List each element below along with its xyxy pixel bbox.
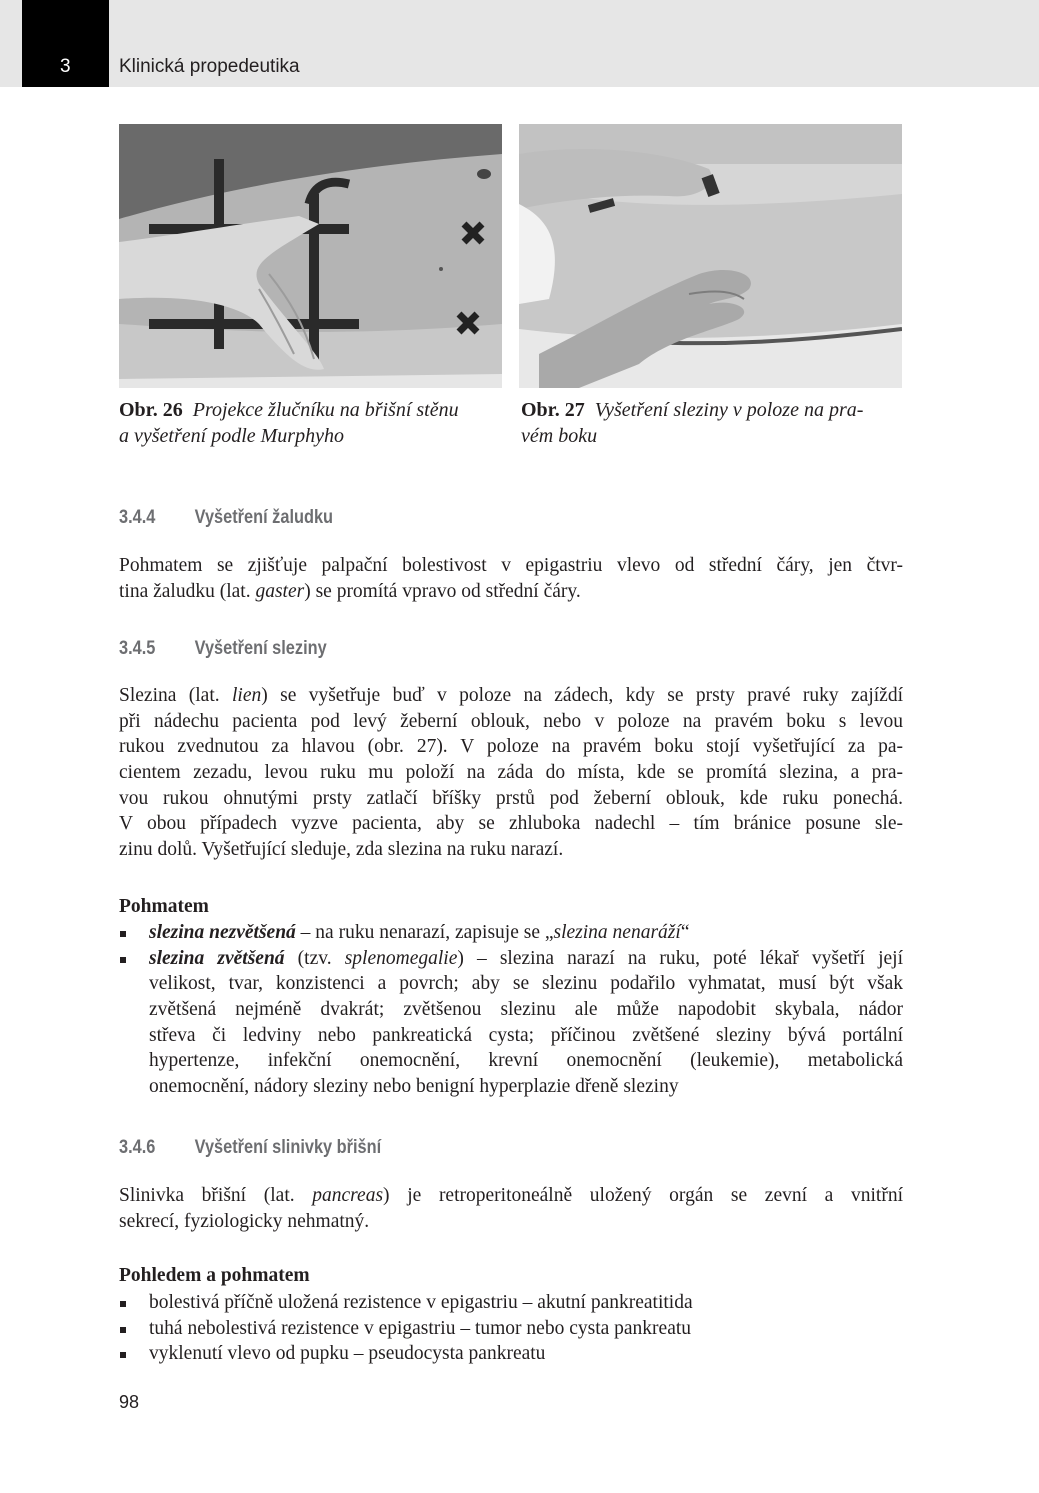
section-3-4-5-heading xyxy=(119,638,327,660)
pancreas-findings-list xyxy=(119,1290,903,1367)
subheading-pohmatem: Pohmatem xyxy=(119,896,209,917)
figure-27-label: Obr. 27 xyxy=(521,399,585,421)
figure-26-label: Obr. 26 xyxy=(119,399,183,421)
list-item: tuhá nebolestivá rezistence v epigastriu – tumor nebo cysta pankreatu xyxy=(119,1316,903,1342)
spleen-findings-list xyxy=(119,920,903,1100)
figure-26-caption-line1: Projekce žlučníku na břišní stěnu xyxy=(192,399,459,421)
paragraph-line: sekrecí, fyziologicky nehmatný. xyxy=(119,1210,370,1232)
section-title: Vyšetření slinivky břišní xyxy=(194,1137,382,1158)
figure-26-caption xyxy=(119,397,509,449)
paragraph-line: V obou případech vyzve pacienta, aby se zhluboka nadechl – tím bránice posune sle- xyxy=(119,813,903,835)
paragraph-line: vou rukou ohnutými prsty zatlačí bříšky prstů pod žeberní oblouk, kde ruku ponechá. xyxy=(119,787,903,809)
subheading-pohledem-a-pohmatem: Pohledem a pohmatem xyxy=(119,1265,310,1286)
spleen-palpation-illustration xyxy=(519,124,902,388)
section-number: 3.4.4 xyxy=(119,507,156,528)
section-number: 3.4.6 xyxy=(119,1137,156,1158)
section-title: Vyšetření sleziny xyxy=(194,638,327,659)
figure-26-caption-line2: a vyšetření podle Murphyho xyxy=(119,425,344,447)
paragraph-line: rukou zvednutou za hlavou (obr. 27). V poloze na pravém boku stojí vyšetřující za pa- xyxy=(119,736,903,758)
paragraph-line: zinu dolů. Vyšetřující sleduje, zda slezina na ruku narazí. xyxy=(119,839,564,861)
list-item: slezina nezvětšená – na ruku nenarazí, zapisuje se „slezina nenaráží“ xyxy=(119,920,903,946)
figure-27-caption-line2: vém boku xyxy=(521,425,598,447)
paragraph-line: Slezina (lat. lien) se vyšetřuje buď v poloze na zádech, kdy se prsty pravé ruky zajíždí xyxy=(119,685,903,706)
running-title: Klinická propedeutika xyxy=(119,56,300,77)
latin-term: pancreas xyxy=(312,1185,384,1206)
page-number: 98 xyxy=(119,1392,140,1412)
paragraph-line: cientem zezadu, levou ruku mu položí na záda do místa, kde se promítá slezina, a pra- xyxy=(119,762,903,784)
figure-27-caption-line1: Vyšetření sleziny v poloze na pra- xyxy=(594,399,864,421)
section-3-4-6-heading xyxy=(119,1137,381,1159)
section-3-4-4-paragraph xyxy=(119,553,903,604)
section-3-4-5-paragraph xyxy=(119,683,903,863)
figure-27-caption xyxy=(521,397,906,449)
latin-term: lien xyxy=(232,685,262,706)
list-item: slezina zvětšená (tzv. splenomegalie) – slezina narazí na ruku, poté lékař vyšetří její velikost, tvar, konzistenci a povrch; aby se slezinu podařilo vyhmatat, musí být však zvětšená nejméně dvakrát; zvětšenou slezinu ale může napodobit skybala, nádor střeva či ledviny nebo pankreatická cysta; příčinou zvětšené sleziny bývá portální hypertenze, infekční onemocnění, krevní onemocnění (leukemie), metabolická onemocnění, nádory sleziny nebo benigní hyperplazie dřeně sleziny xyxy=(119,946,903,1100)
section-number: 3.4.5 xyxy=(119,638,156,659)
section-3-4-6-paragraph xyxy=(119,1183,903,1234)
paragraph-line: při nádechu pacienta pod levý žeberní oblouk, nebo v poloze na pravém boku s levou xyxy=(119,710,903,732)
list-item: bolestivá příčně uložená rezistence v epigastriu – akutní pankreatitida xyxy=(119,1290,903,1316)
section-3-4-4-heading xyxy=(119,507,333,529)
gallbladder-palpation-illustration xyxy=(119,124,502,388)
figure-27-photo xyxy=(519,124,902,388)
figure-26-photo xyxy=(119,124,502,388)
chapter-number: 3 xyxy=(60,56,71,77)
chapter-tab xyxy=(22,0,109,87)
paragraph-line: Slinivka břišní (lat. pancreas) je retroperitoneálně uložený orgán se zevní a vnitřní xyxy=(119,1185,903,1206)
section-title: Vyšetření žaludku xyxy=(194,507,334,528)
list-item: vyklenutí vlevo od pupku – pseudocysta pankreatu xyxy=(119,1341,903,1367)
paragraph-line: tina žaludku (lat. gaster) se promítá vpravo od střední čáry. xyxy=(119,580,581,602)
paragraph-line: Pohmatem se zjišťuje palpační bolestivost v epigastriu vlevo od střední čáry, jen čtvr- xyxy=(119,555,903,576)
latin-term: gaster xyxy=(255,580,305,602)
